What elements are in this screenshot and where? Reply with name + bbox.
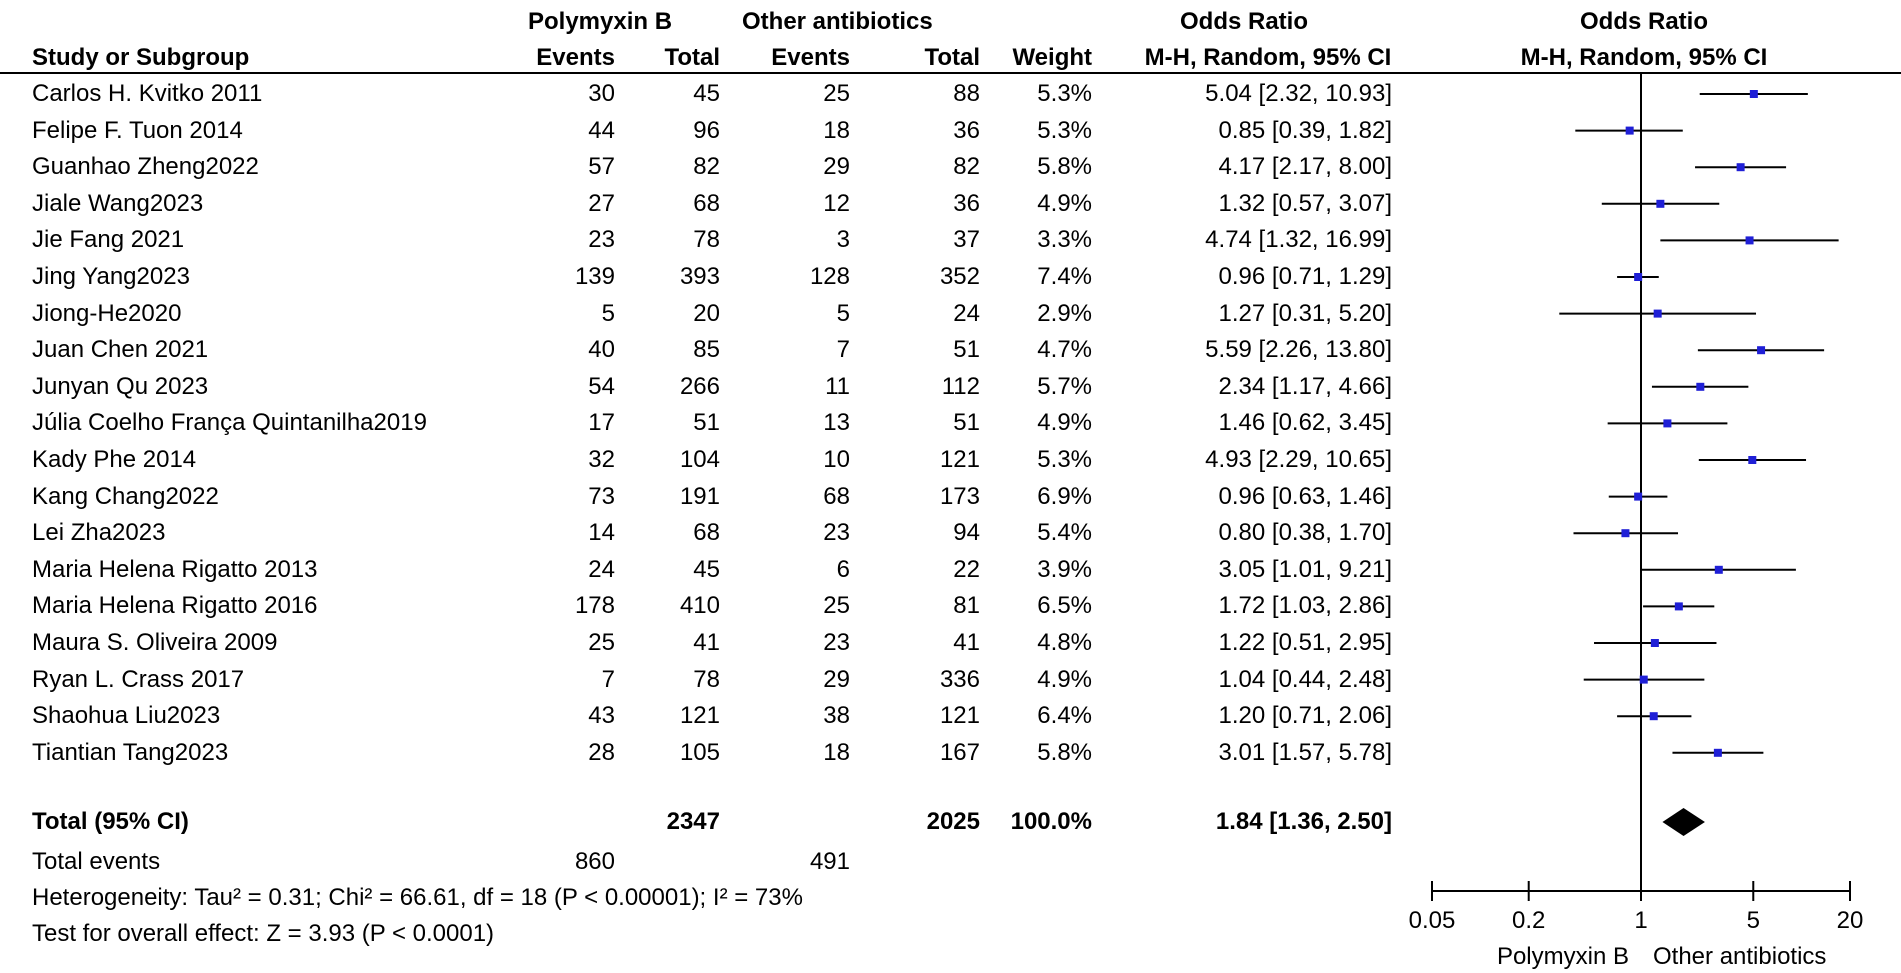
overall-effect-text: Test for overall effect: Z = 3.93 (P < 0.0001) xyxy=(32,920,495,947)
point-estimate xyxy=(1656,200,1664,208)
study-name: Maria Helena Rigatto 2016 xyxy=(32,592,318,620)
total2-cell: 352 xyxy=(939,263,980,290)
events2-cell: 25 xyxy=(823,592,850,620)
or-ci-cell: 1.46 [0.62, 3.45] xyxy=(1218,409,1392,437)
study-name: Tiantian Tang2023 xyxy=(32,738,229,766)
or-ci-cell: 0.96 [0.63, 1.46] xyxy=(1218,482,1392,510)
study-name: Junyan Qu 2023 xyxy=(32,372,209,400)
events2-cell: 5 xyxy=(836,299,850,327)
right-direction-label: Other antibiotics xyxy=(1653,943,1827,970)
weight-cell: 4.9% xyxy=(1037,409,1092,437)
or-ci-cell: 1.72 [1.03, 2.86] xyxy=(1218,592,1392,620)
study-name: Juan Chen 2021 xyxy=(32,336,209,364)
total2-cell: 112 xyxy=(941,372,980,400)
events1-cell: 32 xyxy=(588,446,615,473)
or-ci-cell: 0.96 [0.71, 1.29] xyxy=(1218,263,1392,290)
or-ci-cell: 5.59 [2.26, 13.80] xyxy=(1205,336,1392,364)
study-name: Carlos H. Kvitko 2011 xyxy=(32,80,263,107)
total-weight: 100.0% xyxy=(1010,808,1092,835)
x-tick-label: 20 xyxy=(1836,907,1864,934)
weight-cell: 4.8% xyxy=(1037,629,1092,656)
or-ci-cell: 4.17 [2.17, 8.00] xyxy=(1218,153,1392,181)
total1-cell: 51 xyxy=(693,409,720,437)
weight-cell: 5.8% xyxy=(1037,738,1092,766)
x-tick-label: 0.2 xyxy=(1512,907,1546,934)
total2-cell: 173 xyxy=(939,482,980,510)
weight-cell: 5.3% xyxy=(1037,80,1092,107)
point-estimate xyxy=(1650,712,1658,720)
or-ci-cell: 1.22 [0.51, 2.95] xyxy=(1218,629,1392,656)
total-label: Total (95% CI) xyxy=(32,808,189,835)
total1-cell: 68 xyxy=(693,519,720,547)
or-ci-cell: 5.04 [2.32, 10.93] xyxy=(1205,80,1392,107)
events2-cell: 25 xyxy=(823,80,850,107)
total1-cell: 41 xyxy=(693,629,720,656)
total2-cell: 36 xyxy=(953,116,980,144)
total1-cell: 410 xyxy=(679,592,720,620)
point-estimate xyxy=(1737,163,1745,171)
or-column-title: Odds Ratio xyxy=(1179,8,1308,35)
weight-cell: 4.7% xyxy=(1037,336,1092,364)
point-estimate xyxy=(1757,346,1765,354)
events1-cell: 5 xyxy=(601,299,615,327)
point-estimate xyxy=(1640,676,1648,684)
x-tick-label: 5 xyxy=(1746,907,1760,934)
weight-cell: 7.4% xyxy=(1037,263,1092,290)
study-name: Maria Helena Rigatto 2013 xyxy=(32,555,318,583)
total1-cell: 20 xyxy=(693,299,720,327)
study-name: Ryan L. Crass 2017 xyxy=(32,665,245,693)
total2-cell: 167 xyxy=(939,738,980,766)
total1-cell: 191 xyxy=(679,482,720,510)
total2-cell: 51 xyxy=(953,336,980,364)
point-estimate xyxy=(1696,383,1704,391)
group2-header: Other antibiotics xyxy=(742,8,933,35)
or-ci-cell: 0.85 [0.39, 1.82] xyxy=(1218,116,1392,144)
events2-header: Events xyxy=(771,44,850,71)
or-column-method: M-H, Random, 95% CI xyxy=(1144,44,1392,71)
events1-cell: 27 xyxy=(588,189,615,217)
pooled-diamond xyxy=(1662,808,1704,836)
total1-cell: 68 xyxy=(693,189,720,217)
study-name: Maura S. Oliveira 2009 xyxy=(32,629,278,656)
left-direction-label: Polymyxin B xyxy=(1496,943,1629,970)
events2-cell: 10 xyxy=(823,446,850,473)
total2-cell: 37 xyxy=(953,226,980,254)
study-name: Shaohua Liu2023 xyxy=(32,702,221,730)
study-name: Kang Chang2022 xyxy=(32,482,219,510)
weight-cell: 3.9% xyxy=(1037,555,1092,583)
weight-cell: 6.5% xyxy=(1037,592,1092,620)
events2-cell: 18 xyxy=(823,116,850,144)
weight-cell: 5.4% xyxy=(1037,519,1092,547)
or-ci-cell: 4.74 [1.32, 16.99] xyxy=(1205,226,1392,254)
point-estimate xyxy=(1634,493,1642,501)
point-estimate xyxy=(1654,310,1662,318)
or-ci-cell: 1.04 [0.44, 2.48] xyxy=(1218,665,1392,693)
weight-cell: 5.3% xyxy=(1037,446,1092,473)
events1-cell: 73 xyxy=(588,482,615,510)
events1-cell: 17 xyxy=(588,409,615,437)
total1-cell: 105 xyxy=(679,738,720,766)
point-estimate xyxy=(1621,529,1629,537)
events1-cell: 14 xyxy=(588,519,615,547)
point-estimate xyxy=(1675,602,1683,610)
events2-cell: 38 xyxy=(823,702,850,730)
events2-cell: 13 xyxy=(823,409,850,437)
total1-cell: 393 xyxy=(679,263,720,290)
point-estimate xyxy=(1634,273,1642,281)
weight-cell: 2.9% xyxy=(1037,299,1092,327)
total1-cell: 45 xyxy=(693,80,720,107)
events1-header: Events xyxy=(536,44,615,71)
weight-cell: 6.9% xyxy=(1037,482,1092,510)
events2-cell: 18 xyxy=(823,738,850,766)
weight-cell: 4.9% xyxy=(1037,189,1092,217)
total2-header: Total xyxy=(924,44,980,71)
events1-cell: 30 xyxy=(588,80,615,107)
or-ci-cell: 1.32 [0.57, 3.07] xyxy=(1218,189,1392,217)
events2-cell: 23 xyxy=(823,629,850,656)
events2-cell: 23 xyxy=(823,519,850,547)
or-ci-cell: 1.27 [0.31, 5.20] xyxy=(1218,299,1392,327)
group1-header: Polymyxin B xyxy=(528,8,673,35)
or-ci-cell: 2.34 [1.17, 4.66] xyxy=(1218,372,1392,400)
study-column-header: Study or Subgroup xyxy=(32,44,250,71)
weight-cell: 4.9% xyxy=(1037,665,1092,693)
events2-cell: 29 xyxy=(823,153,850,181)
study-name: Guanhao Zheng2022 xyxy=(32,153,259,181)
study-name: Kady Phe 2014 xyxy=(32,446,197,473)
weight-cell: 5.3% xyxy=(1037,116,1092,144)
point-estimate xyxy=(1651,639,1659,647)
or-ci-cell: 1.20 [0.71, 2.06] xyxy=(1218,702,1392,730)
total2-cell: 88 xyxy=(953,80,980,107)
study-name: Jie Fang 2021 xyxy=(32,226,185,254)
total-t1: 2347 xyxy=(666,808,720,835)
plot-method: M-H, Random, 95% CI xyxy=(1520,44,1768,71)
events2-cell: 3 xyxy=(836,226,850,254)
total2-cell: 94 xyxy=(953,519,980,547)
weight-cell: 6.4% xyxy=(1037,702,1092,730)
events2-cell: 29 xyxy=(823,665,850,693)
total1-header: Total xyxy=(664,44,720,71)
events1-cell: 54 xyxy=(588,372,615,400)
weight-cell: 5.8% xyxy=(1037,153,1092,181)
events2-cell: 7 xyxy=(836,336,850,364)
events1-cell: 44 xyxy=(588,116,615,144)
events2-cell: 128 xyxy=(809,263,850,290)
total2-cell: 24 xyxy=(953,299,980,327)
total1-cell: 82 xyxy=(693,153,720,181)
total1-cell: 104 xyxy=(679,446,720,473)
events1-cell: 139 xyxy=(574,263,615,290)
study-name: Felipe F. Tuon 2014 xyxy=(32,116,243,144)
total-ci: 1.84 [1.36, 2.50] xyxy=(1215,808,1392,835)
study-name: Jiale Wang2023 xyxy=(32,189,204,217)
events1-cell: 43 xyxy=(588,702,615,730)
events1-cell: 178 xyxy=(574,592,615,620)
total1-cell: 121 xyxy=(679,702,720,730)
events1-cell: 40 xyxy=(588,336,615,364)
total2-cell: 336 xyxy=(939,665,980,693)
total2-cell: 81 xyxy=(953,592,980,620)
total2-cell: 51 xyxy=(953,409,980,437)
total1-cell: 78 xyxy=(693,665,720,693)
events2-cell: 11 xyxy=(825,372,850,400)
total1-cell: 96 xyxy=(693,116,720,144)
point-estimate xyxy=(1746,236,1754,244)
total2-cell: 121 xyxy=(939,702,980,730)
total2-cell: 82 xyxy=(953,153,980,181)
events2-cell: 68 xyxy=(823,482,850,510)
or-ci-cell: 3.05 [1.01, 9.21] xyxy=(1218,555,1392,583)
total1-cell: 45 xyxy=(693,555,720,583)
total2-cell: 41 xyxy=(953,629,980,656)
total-t2: 2025 xyxy=(926,808,980,835)
events1-cell: 23 xyxy=(588,226,615,254)
total1-cell: 85 xyxy=(693,336,720,364)
study-name: Jing Yang2023 xyxy=(32,263,190,290)
point-estimate xyxy=(1750,90,1758,98)
study-name: Júlia Coelho França Quintanilha2019 xyxy=(32,409,427,437)
events2-cell: 12 xyxy=(823,189,850,217)
study-name: Lei Zha2023 xyxy=(32,519,166,547)
or-ci-cell: 3.01 [1.57, 5.78] xyxy=(1218,738,1392,766)
events1-cell: 24 xyxy=(588,555,615,583)
weight-header: Weight xyxy=(1012,44,1092,71)
total1-cell: 266 xyxy=(679,372,720,400)
events1-cell: 57 xyxy=(588,153,615,181)
point-estimate xyxy=(1663,419,1671,427)
events1-cell: 25 xyxy=(588,629,615,656)
or-ci-cell: 0.80 [0.38, 1.70] xyxy=(1218,519,1392,547)
total-events-e2: 491 xyxy=(809,848,850,875)
x-tick-label: 0.05 xyxy=(1408,907,1456,934)
total2-cell: 121 xyxy=(939,446,980,473)
x-tick-label: 1 xyxy=(1634,907,1648,934)
point-estimate xyxy=(1715,566,1723,574)
events1-cell: 28 xyxy=(588,738,615,766)
point-estimate xyxy=(1748,456,1756,464)
events1-cell: 7 xyxy=(601,665,615,693)
study-name: Jiong-He2020 xyxy=(32,299,182,327)
point-estimate xyxy=(1714,749,1722,757)
heterogeneity-text: Heterogeneity: Tau² = 0.31; Chi² = 66.61, df = 18 (P < 0.00001); I² = 73% xyxy=(32,884,803,911)
total2-cell: 22 xyxy=(953,555,980,583)
total-events-label: Total events xyxy=(32,848,161,875)
total-events-e1: 860 xyxy=(574,848,615,875)
total2-cell: 36 xyxy=(953,189,980,217)
point-estimate xyxy=(1626,127,1634,135)
plot-title: Odds Ratio xyxy=(1579,8,1708,35)
or-ci-cell: 4.93 [2.29, 10.65] xyxy=(1205,446,1392,473)
total1-cell: 78 xyxy=(693,226,720,254)
events2-cell: 6 xyxy=(836,555,850,583)
weight-cell: 5.7% xyxy=(1037,372,1092,400)
weight-cell: 3.3% xyxy=(1037,226,1092,254)
